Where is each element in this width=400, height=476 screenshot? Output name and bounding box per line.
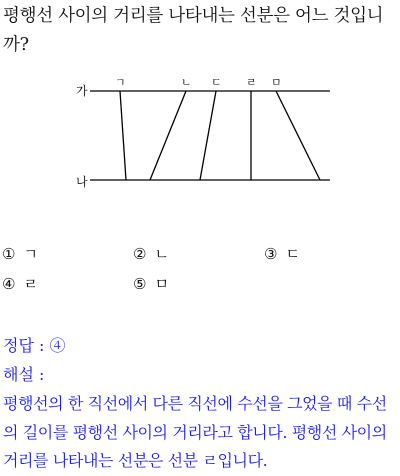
question-text: 평행선 사이의 거리를 나타내는 선분은 어느 것입니까? — [3, 6, 384, 55]
choice-4[interactable] — [2, 273, 38, 294]
segment-label-giyeok: ㄱ — [115, 76, 126, 89]
answer-section — [3, 332, 399, 476]
choice-3[interactable] — [264, 243, 300, 264]
line-label-na: 나 — [76, 175, 88, 189]
choice-label: ㄱ — [23, 245, 38, 263]
segment-digeut — [200, 91, 216, 180]
choice-1[interactable] — [2, 243, 38, 264]
segment-nieun — [150, 91, 186, 180]
segment-label-rieul: ㄹ — [246, 76, 257, 89]
choice-5[interactable] — [133, 273, 169, 294]
choice-number: ④ — [2, 275, 16, 293]
choice-label: ㅁ — [154, 275, 169, 293]
line-label-ga: 가 — [76, 84, 88, 98]
explanation-text: 평행선의 한 직선에서 다른 직선에 수선을 그었을 때 수선의 길이를 평행선 사이의 거리라고 합니다. 평행선 사이의 거리를 나타내는 선분은 선분 ㄹ입니다. — [3, 394, 387, 470]
answer-label: 정답 : ④ — [3, 336, 66, 355]
parallel-lines-figure — [0, 74, 400, 194]
choice-number: ① — [2, 245, 16, 263]
choice-number: ③ — [264, 245, 278, 263]
choice-number: ② — [133, 245, 147, 263]
segment-label-nieun: ㄴ — [181, 76, 192, 89]
choice-2[interactable] — [133, 243, 169, 264]
figure-svg — [0, 74, 400, 194]
choice-number: ⑤ — [133, 275, 147, 293]
choice-label: ㄷ — [285, 245, 300, 263]
choice-label: ㄹ — [23, 275, 38, 293]
explanation-label: 해설 : — [3, 364, 45, 384]
choice-label: ㄴ — [154, 245, 169, 263]
segment-mieum — [276, 91, 320, 180]
segment-giyeok — [120, 91, 126, 180]
segment-label-mieum: ㅁ — [271, 76, 282, 89]
segment-label-digeut: ㄷ — [211, 76, 222, 89]
